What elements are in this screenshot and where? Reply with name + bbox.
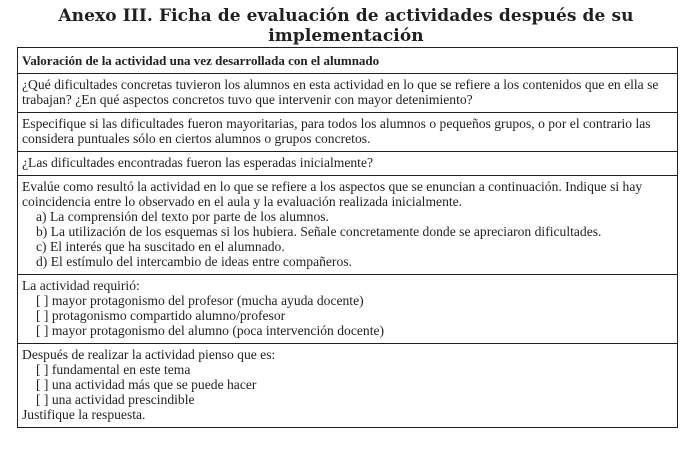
question-text: coincidencia entre lo observado en el aula y la evaluación realizada inicialmente. — [22, 194, 463, 209]
aspect-item: a) La comprensión del texto por parte de los alumnos. — [36, 209, 329, 224]
question-conclusion — [18, 343, 677, 427]
question-difficulties — [18, 73, 677, 112]
question-text: Especifique si las dificultades fueron mayoritarias, para todos los alumnos o pequeños grupos, o por el contrario las — [22, 116, 651, 131]
checkbox-option[interactable]: [ ] fundamental en este tema — [36, 362, 191, 377]
evaluation-form — [17, 47, 678, 428]
question-text: Después de realizar la actividad pienso que es: — [22, 347, 276, 362]
question-text: ¿Qué dificultades concretas tuvieron los alumnos en esta actividad en lo que se refiere a los contenidos que en ella se — [22, 77, 659, 92]
checkbox-option[interactable]: [ ] mayor protagonismo del profesor (mucha ayuda docente) — [36, 293, 364, 308]
checkbox-option[interactable]: [ ] mayor protagonismo del alumno (poca intervención docente) — [36, 323, 385, 338]
question-scope — [18, 112, 677, 151]
section-header-text: Valoración de la actividad una vez desarrollada con el alumnado — [22, 53, 380, 68]
question-evaluate-aspects — [18, 175, 677, 274]
question-text: ¿Las dificultades encontradas fueron las esperadas inicialmente? — [22, 155, 374, 170]
aspect-item: b) La utilización de los esquemas si los hubiera. Señale concretamente donde se apreciaron dificultades. — [36, 224, 602, 239]
question-role — [18, 274, 677, 343]
section-header — [18, 48, 677, 73]
checkbox-option[interactable]: [ ] protagonismo compartido alumno/profesor — [36, 308, 286, 323]
aspect-item: d) El estímulo del intercambio de ideas entre compañeros. — [36, 254, 352, 269]
question-text: Evalúe como resultó la actividad en lo que se refiere a los aspectos que se enuncian a continuación. Indique si hay — [22, 179, 643, 194]
question-text: La actividad requirió: — [22, 278, 140, 293]
question-text: considera puntuales sólo en ciertos alumnos o grupos concretos. — [22, 131, 371, 146]
page-title: Anexo III. Ficha de evaluación de actividades después de su implementación — [58, 6, 634, 46]
checkbox-option[interactable]: [ ] una actividad más que se puede hacer — [36, 377, 257, 392]
aspect-item: c) El interés que ha suscitado en el alumnado. — [36, 239, 285, 254]
checkbox-option[interactable]: [ ] una actividad prescindible — [36, 392, 195, 407]
question-expected — [18, 151, 677, 175]
question-text: trabajan? ¿En qué aspectos concretos tuvo que intervenir con mayor detenimiento? — [22, 92, 473, 107]
question-text: Justifique la respuesta. — [22, 407, 146, 422]
